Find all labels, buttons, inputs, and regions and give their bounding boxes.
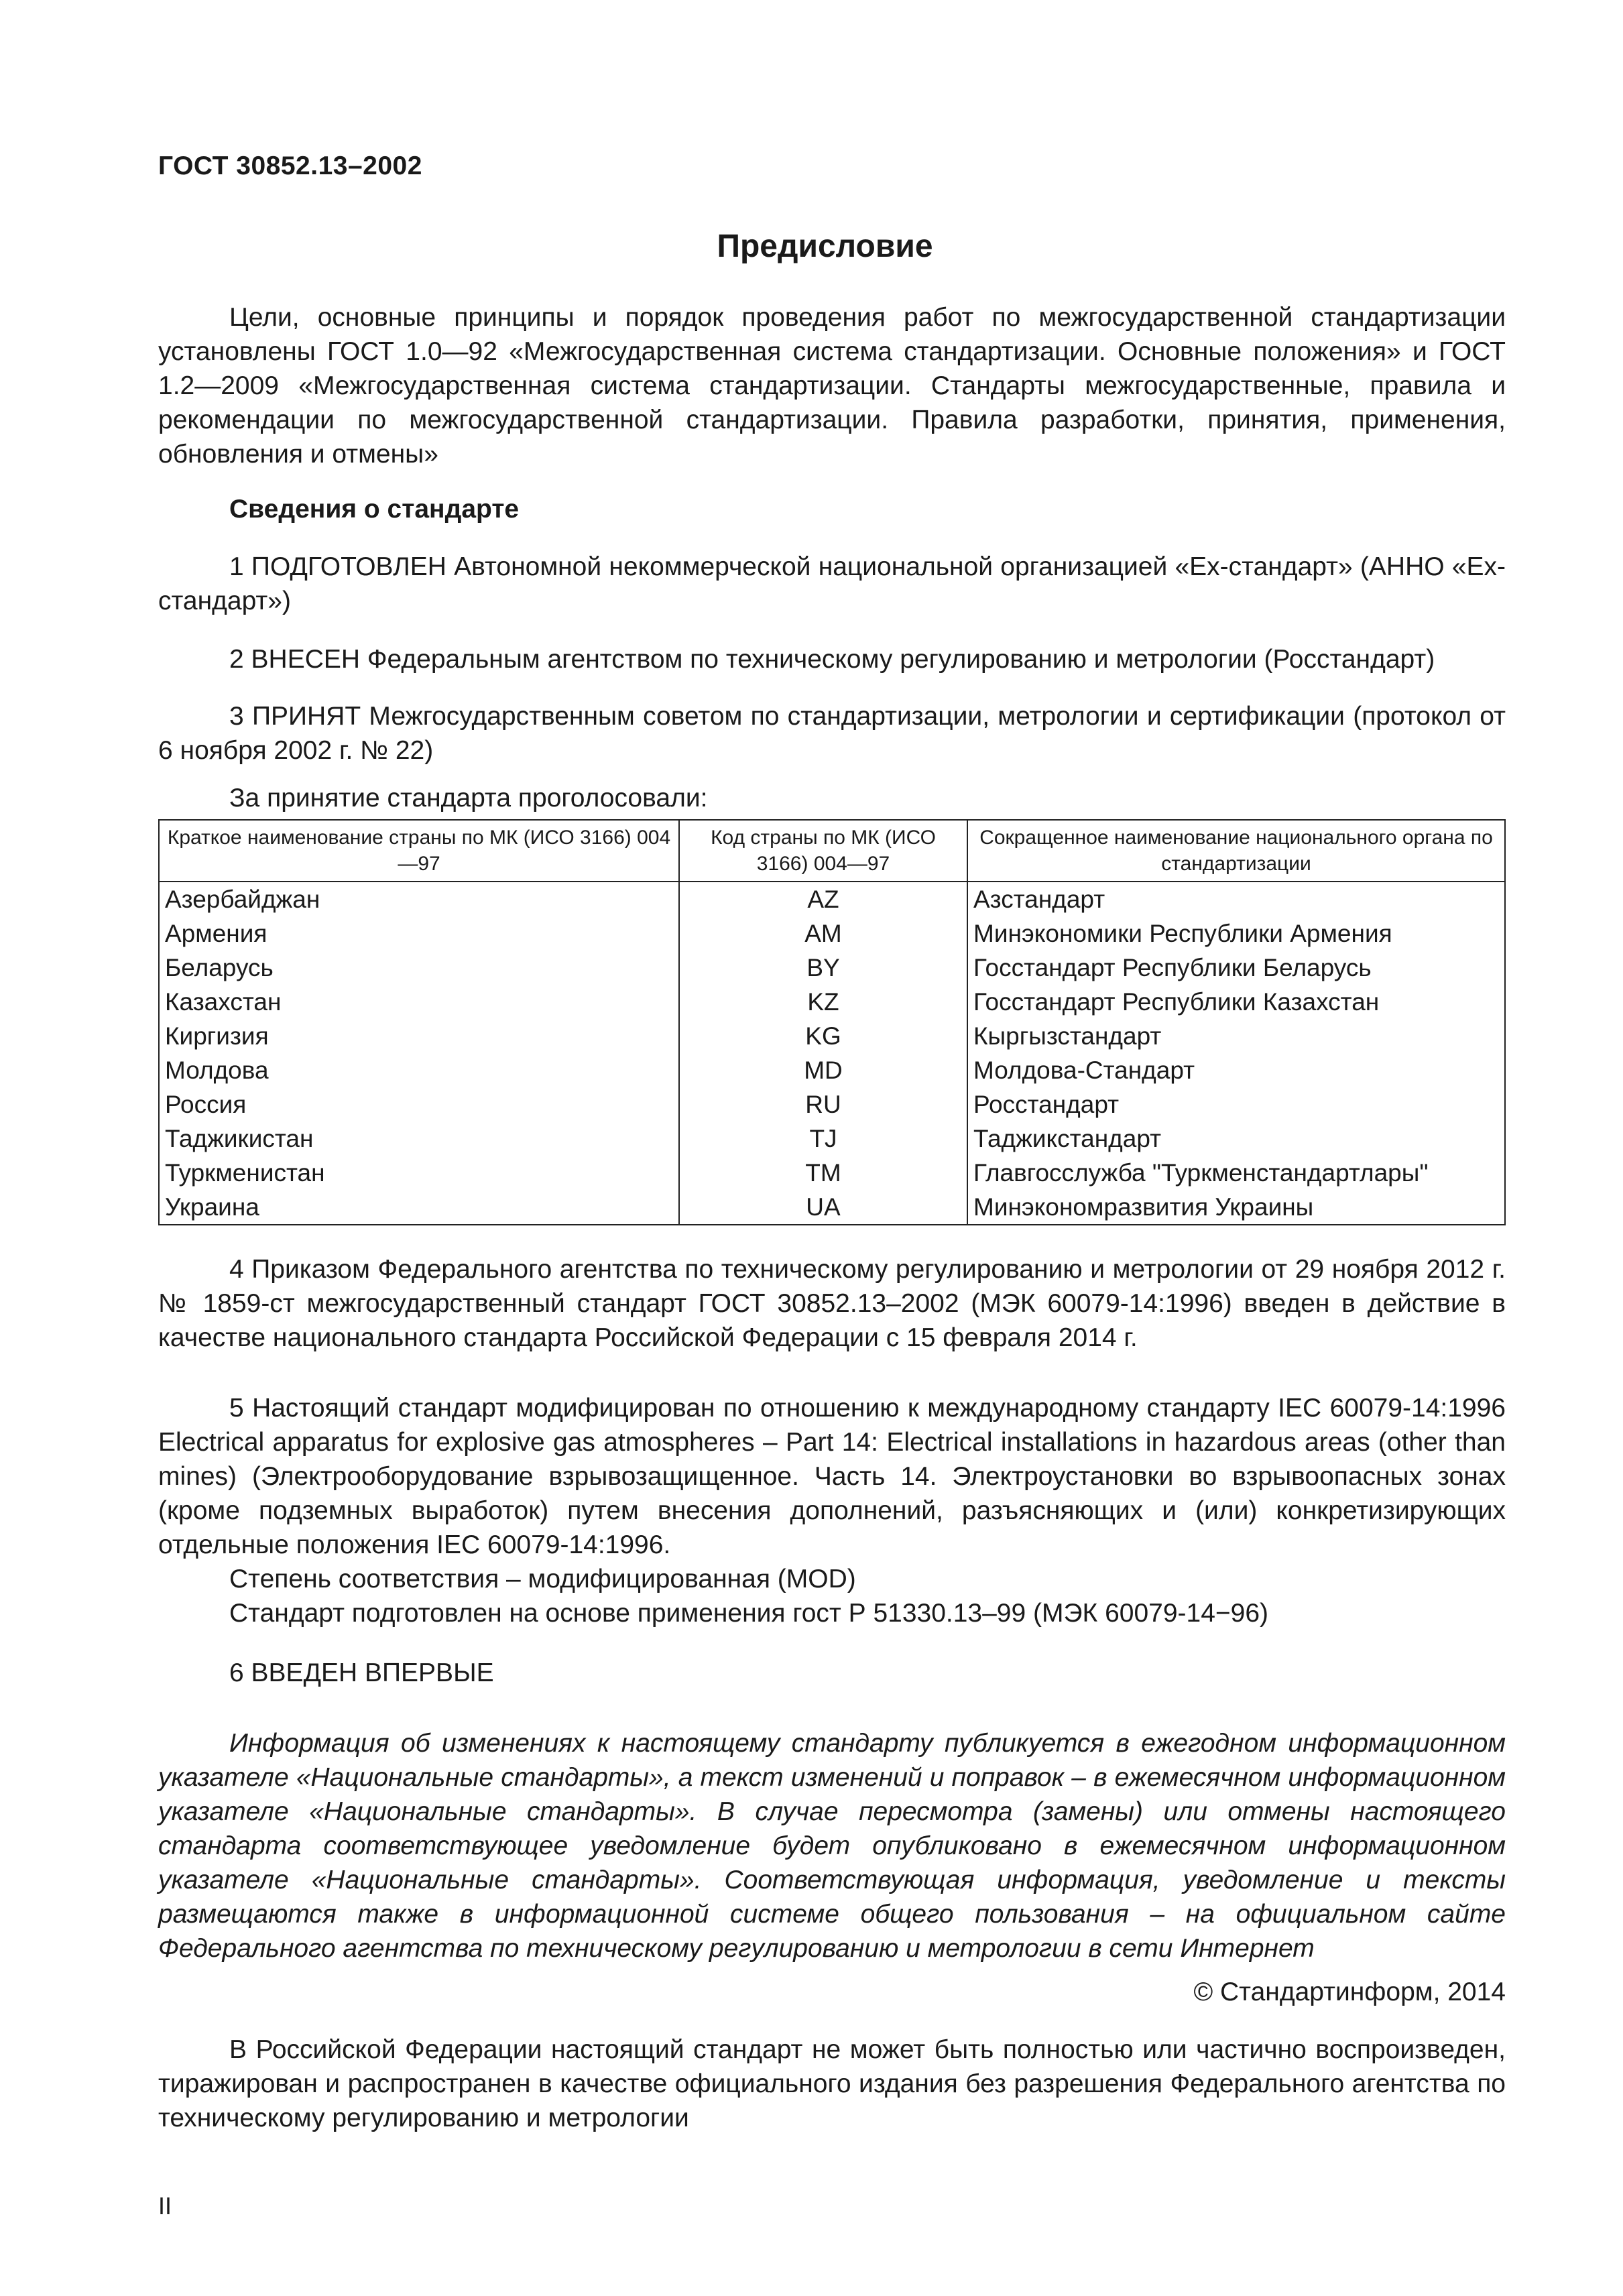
item-4-block bbox=[158, 1252, 1506, 1355]
item-2: 2 ВНЕСЕН Федеральным агентством по техническому регулированию и метрологии (Росстандарт) bbox=[229, 645, 1435, 674]
item-2-block bbox=[158, 642, 1506, 676]
document-code: ГОСТ 30852.13–2002 bbox=[158, 152, 422, 180]
item-5-block bbox=[158, 1391, 1506, 1630]
body-cell: Таджикстандарт bbox=[967, 1122, 1505, 1156]
intro-paragraph: Цели, основные принципы и порядок проведения работ по межгосударственной стандартизации установлены ГОСТ 1.0—92 «Межгосударственная система стандартизации. Основные положения» и ГОСТ 1.2—2009 «Межгосударственная система стандартизации. Стандарты межгосударственные, правила и рекомендации по межгосударственной стандартизации. Правила разработки, принятия, применения, обновления и отмены» bbox=[158, 303, 1506, 469]
code-cell: UA bbox=[679, 1190, 967, 1225]
table-row bbox=[159, 951, 1505, 985]
table-row bbox=[159, 1053, 1505, 1087]
code-cell: AZ bbox=[679, 882, 967, 916]
country-cell: Молдова bbox=[159, 1053, 679, 1087]
body-cell: Госстандарт Республики Казахстан bbox=[967, 985, 1505, 1019]
country-cell: Азербайджан bbox=[159, 882, 679, 916]
body-cell: Главгосслужба "Туркменстандартлары" bbox=[967, 1156, 1505, 1190]
country-cell: Беларусь bbox=[159, 951, 679, 985]
country-cell: Армения bbox=[159, 916, 679, 951]
item-5: 5 Настоящий стандарт модифицирован по отношению к международному стандарту IEC 60079-14:1996 Electrical apparatus for explosive gas atmospheres – Part 14: Electrical installations in hazardous areas (other than mines) (Электрооборудование взрывозащищенное. Часть 14. Электроустановки во взрывоопасных зонах (кроме подземных выработок) путем внесения дополнений, разъясняющих и (или) конкретизирующих отдельные положения IEC 60079-14:1996. bbox=[158, 1394, 1506, 1559]
table-row bbox=[159, 1087, 1505, 1122]
table-header-country: Краткое наименование страны по МК (ИСО 3166) 004—97 bbox=[159, 820, 679, 882]
country-cell: Украина bbox=[159, 1190, 679, 1225]
country-cell: Таджикистан bbox=[159, 1122, 679, 1156]
country-cell: Казахстан bbox=[159, 985, 679, 1019]
table-row bbox=[159, 985, 1505, 1019]
body-cell: Росстандарт bbox=[967, 1087, 1505, 1122]
code-cell: TJ bbox=[679, 1122, 967, 1156]
table-header-body: Сокращенное наименование национального органа по стандартизации bbox=[967, 820, 1505, 882]
intro-block bbox=[158, 300, 1506, 471]
table-row bbox=[159, 1190, 1505, 1225]
info-heading: Сведения о стандарте bbox=[229, 495, 520, 524]
standard-info-block bbox=[158, 492, 1506, 526]
basis-note: Стандарт подготовлен на основе применения гост Р 51330.13–99 (МЭК 60079-14−96) bbox=[229, 1599, 1269, 1628]
table-row bbox=[159, 1019, 1505, 1053]
table-row bbox=[159, 1156, 1505, 1190]
changes-info-note: Информация об изменениях к настоящему стандарту публикуется в ежегодном информационном указателе «Национальные стандарты», а текст изменений и поправок – в ежемесячном информационном указателе «Национальные стандарты». В случае пересмотра (замены) или отмены настоящего стандарта соответствующее уведомление будет опубликовано в ежемесячном информационном указателе «Национальные стандарты». Соответствующая информация, уведомление и тексты размещаются также в информационной системе общего пользования – на официальном сайте Федерального агентства по техническому регулированию и метрологии в сети Интернет bbox=[158, 1729, 1506, 1963]
code-cell: KZ bbox=[679, 985, 967, 1019]
voting-table bbox=[158, 819, 1506, 1225]
page-title: Предисловие bbox=[717, 229, 933, 264]
country-cell: Киргизия bbox=[159, 1019, 679, 1053]
table-row bbox=[159, 1122, 1505, 1156]
vote-intro: За принятие стандарта проголосовали: bbox=[229, 784, 708, 812]
copyright-line: © Стандартинформ, 2014 bbox=[1193, 1978, 1506, 2006]
body-cell: Кыргызстандарт bbox=[967, 1019, 1505, 1053]
table-row bbox=[159, 882, 1505, 916]
code-cell: KG bbox=[679, 1019, 967, 1053]
body-cell: Минэкономики Республики Армения bbox=[967, 916, 1505, 951]
code-cell: RU bbox=[679, 1087, 967, 1122]
vote-intro-block bbox=[158, 781, 1506, 815]
body-cell: Азстандарт bbox=[967, 882, 1505, 916]
body-cell: Госстандарт Республики Беларусь bbox=[967, 951, 1505, 985]
page-number: II bbox=[158, 2192, 172, 2220]
item-3: 3 ПРИНЯТ Межгосударственным советом по стандартизации, метрологии и сертификации (протокол от 6 ноября 2002 г. № 22) bbox=[158, 702, 1506, 765]
changes-info-block bbox=[158, 1726, 1506, 1966]
reproduction-block bbox=[158, 2033, 1506, 2135]
item-3-block bbox=[158, 699, 1506, 768]
code-cell: MD bbox=[679, 1053, 967, 1087]
body-cell: Молдова-Стандарт bbox=[967, 1053, 1505, 1087]
table-row bbox=[159, 916, 1505, 951]
reproduction-note: В Российской Федерации настоящий стандарт не может быть полностью или частично воспроизведен, тиражирован и распространен в качестве официального издания без разрешения Федерального агентства по техническому регулированию и метрологии bbox=[158, 2035, 1506, 2132]
code-cell: TM bbox=[679, 1156, 967, 1190]
country-cell: Россия bbox=[159, 1087, 679, 1122]
item-4: 4 Приказом Федерального агентства по техническому регулированию и метрологии от 29 ноября 2012 г. № 1859-ст межгосударственный стандарт ГОСТ 30852.13–2002 (МЭК 60079-14:1996) введен в действие в качестве национального стандарта Российской Федерации с 15 февраля 2014 г. bbox=[158, 1255, 1506, 1352]
item-6-block bbox=[158, 1656, 1506, 1690]
item-1-block bbox=[158, 550, 1506, 618]
conformity-degree: Степень соответствия – модифицированная (MOD) bbox=[229, 1565, 856, 1593]
country-cell: Туркменистан bbox=[159, 1156, 679, 1190]
table-header-row bbox=[159, 820, 1505, 882]
code-cell: BY bbox=[679, 951, 967, 985]
body-cell: Минэкономразвития Украины bbox=[967, 1190, 1505, 1225]
copyright-block bbox=[158, 1975, 1506, 2009]
code-cell: AM bbox=[679, 916, 967, 951]
table-header-code: Код страны по МК (ИСО 3166) 004—97 bbox=[679, 820, 967, 882]
item-1: 1 ПОДГОТОВЛЕН Автономной некоммерческой национальной организацией «Ех-стандарт» (АННО «Ех-стандарт») bbox=[158, 552, 1506, 615]
item-6: 6 ВВЕДЕН ВПЕРВЫЕ bbox=[229, 1658, 494, 1687]
